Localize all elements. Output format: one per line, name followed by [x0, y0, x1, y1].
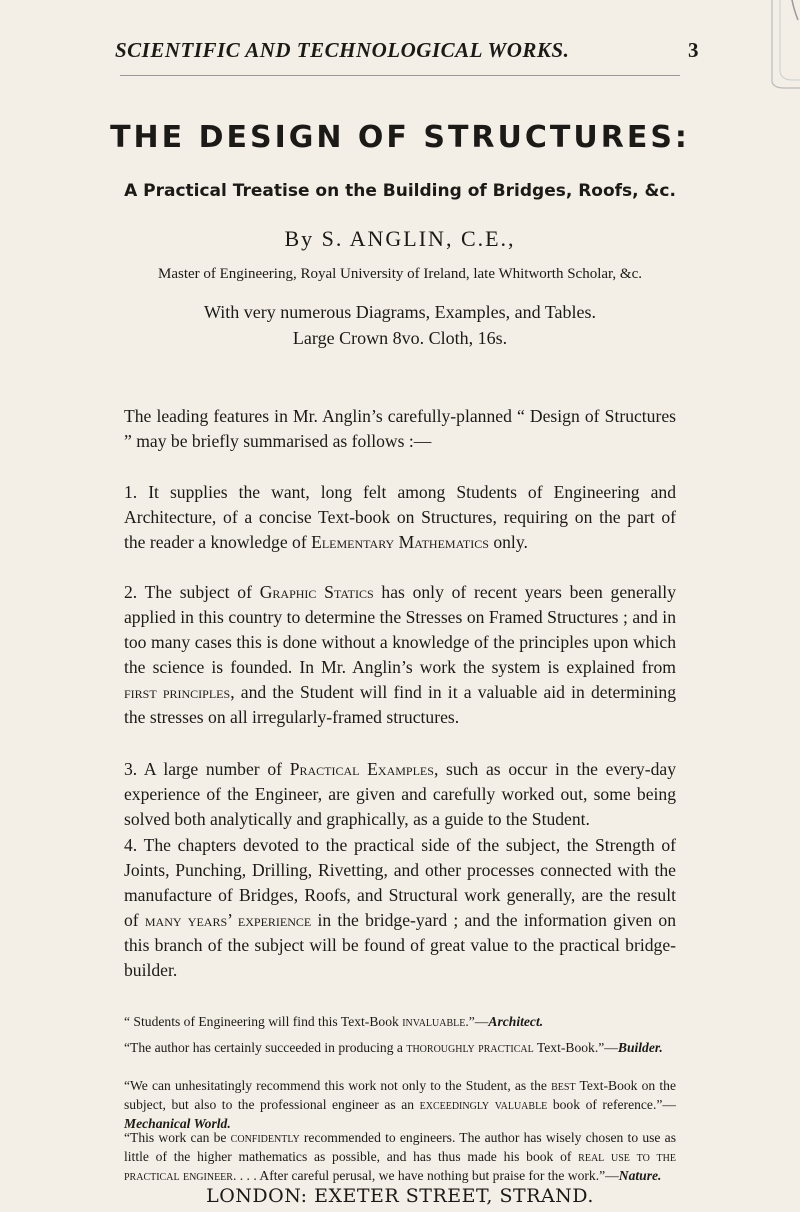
feature-point-3: 3. A large number of Practical Examples, such as occur in the every-day experience of the Engineer, are given and carefully worked out, some being solved both analytically and graphically, as a guide to the Student. — [124, 759, 676, 829]
author-line: By S. ANGLIN, C.E., — [284, 226, 516, 251]
review-quote-mechanical-world: “We can unhesitatingly recommend this work not only to the Student, as the best Text-Book on the subject, but also to the professional engineer as an exceedingly valuable book of reference.”—Mechanical World. — [124, 1078, 676, 1131]
author-credentials: Master of Engineering, Royal University of Ireland, late Whitworth Scholar, &c. — [158, 266, 642, 282]
book-title: THE DESIGN OF STRUCTURES: — [110, 120, 690, 155]
format-price: Large Crown 8vo. Cloth, 16s. — [292, 328, 508, 348]
feature-point-2: 2. The subject of Graphic Statics has only of recent years been generally applied in this country to determine the Stresses on Framed Structures ; and in too many cases this is done without a knowledge of the principles upon which the science is founded. In Mr. Anglin’s work the system is explained from first principles, and the Student will find in it a valuable aid in determining the stresses on all irregularly-framed structures. — [124, 582, 676, 727]
feature-point-1: 1. It supplies the want, long felt among Students of Engineering and Architecture, of a concise Text-book on Structures, requiring on the part of the reader a knowledge of Elementary Mathematics only. — [124, 482, 676, 552]
review-quote-architect: “ Students of Engineering will find this Text-Book invaluable.”—Architect. — [124, 1014, 544, 1029]
intro-paragraph: The leading features in Mr. Anglin’s carefully-planned “ Design of Structures ” may be briefly summarised as follows :— — [124, 406, 676, 451]
feature-point-4: 4. The chapters devoted to the practical side of the subject, the Strength of Joints, Punching, Drilling, Rivetting, and other processes connected with the manufacture of Bridges, Roofs, and Structural work generally, are the result of many years’ experience in the bridge-yard ; and the information given on this branch of the subject will be found of great value to the practical bridge-builder. — [124, 835, 677, 980]
page-number: 3 — [688, 38, 699, 62]
publisher-address: LONDON: EXETER STREET, STRAND. — [206, 1185, 594, 1207]
running-head: SCIENTIFIC AND TECHNOLOGICAL WORKS. — [115, 38, 570, 62]
header-rule — [120, 75, 680, 76]
review-quote-builder: “The author has certainly succeeded in producing a thoroughly practical Text-Book.”—Builder. — [124, 1040, 663, 1055]
book-subtitle: A Practical Treatise on the Building of Bridges, Roofs, &c. — [124, 181, 676, 201]
illustrations-note: With very numerous Diagrams, Examples, and Tables. — [203, 302, 597, 322]
review-quote-nature: “This work can be confidently recommended to engineers. The author has wisely chosen to use as little of the higher mathematics as possible, and has thus made his book of real use to the practical engineer. . . . After careful perusal, we have nothing but praise for the work.”—Nature. — [124, 1130, 676, 1183]
page-curl-decoration — [740, 0, 800, 90]
